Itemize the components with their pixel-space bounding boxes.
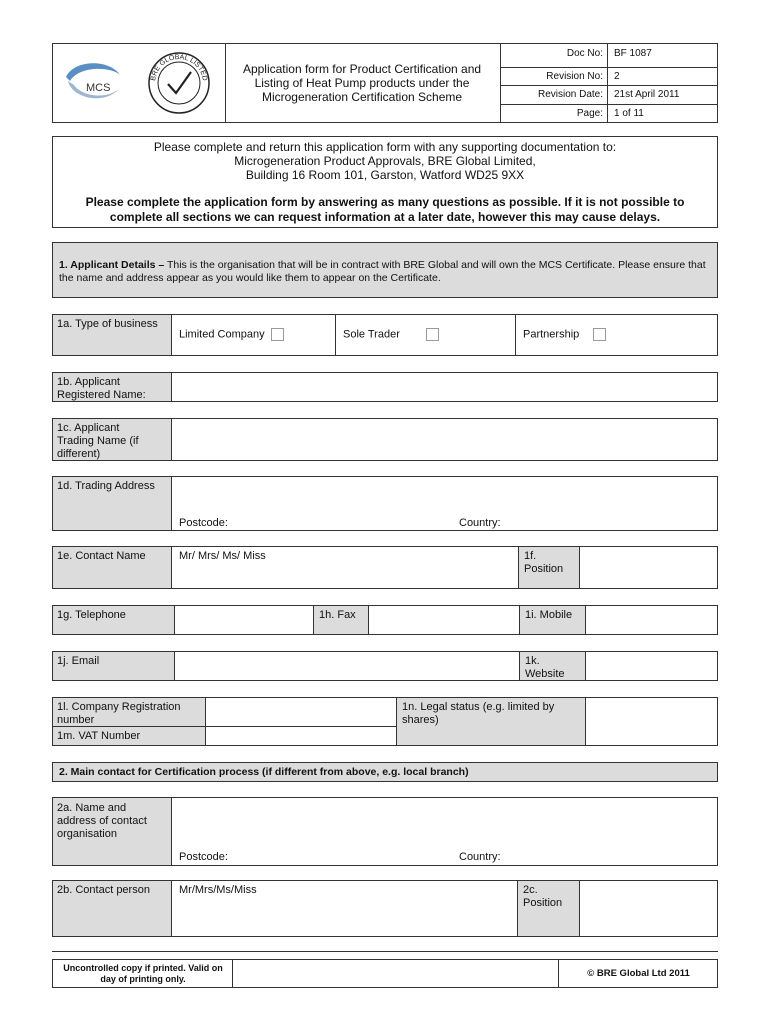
trading-address-field[interactable] — [173, 477, 717, 515]
contact-person-label: 2b. Contact person — [57, 884, 150, 896]
company-registration-label: 1l. Company Registration number — [57, 701, 181, 726]
contact-organisation-label: 2a. Name and address of contact organisation — [57, 802, 147, 840]
bre-global-seal-icon — [146, 50, 212, 116]
section-2-position-label: 2c. Position — [523, 884, 563, 909]
mcs-logo — [60, 55, 130, 115]
intro-line-2: Microgeneration Product Approvals, BRE Global Limited, — [234, 154, 536, 168]
website-field[interactable] — [587, 652, 717, 680]
limited-company-label: Limited Company — [179, 328, 265, 341]
legal-status-field[interactable] — [587, 698, 717, 745]
revision-date-value: 21st April 2011 — [614, 89, 680, 100]
intro-line-3: Building 16 Room 101, Garston, Watford WD25 9XX — [245, 168, 525, 182]
postcode-label: Postcode: — [179, 517, 228, 529]
vat-number-label: 1m. VAT Number — [57, 730, 141, 742]
contact-person-field[interactable]: Mr/Mrs/Ms/Miss — [179, 884, 257, 896]
telephone-field[interactable] — [176, 606, 312, 634]
mcs-logo-text: MCS — [86, 82, 111, 94]
section-2-country-label: Country: — [459, 851, 501, 863]
revision-no-label: Revision No: — [546, 71, 603, 82]
page-label: Page: — [576, 108, 603, 119]
doc-no-label: Doc No: — [566, 48, 603, 59]
revision-no-value: 2 — [614, 71, 620, 82]
section-1-title: 1. Applicant Details – — [59, 259, 165, 271]
contact-organisation-field[interactable] — [173, 798, 717, 848]
section-1-heading — [52, 242, 718, 298]
limited-company-option[interactable] — [179, 328, 284, 341]
doc-no-value: BF 1087 — [614, 48, 652, 59]
bre-seal-text: BRE GLOBAL LISTED — [150, 53, 208, 82]
section-2-postcode-label: Postcode: — [179, 851, 228, 863]
fax-label: 1h. Fax — [319, 609, 356, 621]
sole-trader-option[interactable] — [343, 328, 439, 341]
contact-name-field[interactable]: Mr/ Mrs/ Ms/ Miss — [179, 550, 266, 562]
intro-line-1: Please complete and return this application form with any supporting documentation to: — [153, 140, 617, 154]
section-1-description: This is the organisation that will be in contract with BRE Global and will own the MCS Certificate. Please ensure that the name and address appear as you would like them to appear on the Certificate. — [59, 259, 706, 284]
mobile-label: 1i. Mobile — [525, 609, 573, 621]
partnership-option[interactable] — [523, 328, 606, 341]
trading-name-field[interactable] — [173, 419, 717, 460]
revision-date-label: Revision Date: — [537, 89, 603, 100]
fax-field[interactable] — [370, 606, 518, 634]
limited-company-checkbox[interactable] — [271, 328, 284, 341]
email-label: 1j. Email — [57, 655, 100, 667]
type-of-business-label: 1a. Type of business — [57, 318, 158, 330]
email-field[interactable] — [176, 652, 518, 680]
sole-trader-label: Sole Trader — [343, 328, 400, 341]
telephone-label: 1g. Telephone — [57, 609, 126, 621]
country-label: Country: — [459, 517, 501, 529]
legal-status-label: 1n. Legal status (e.g. limited by shares) — [402, 701, 555, 726]
footer-copyright: © BRE Global Ltd 2011 — [587, 968, 690, 979]
page-value: 1 of 11 — [614, 108, 644, 119]
partnership-label: Partnership — [523, 328, 580, 341]
trading-name-label: 1c. Applicant Trading Name (if different) — [57, 422, 139, 460]
registered-name-field[interactable] — [173, 373, 717, 401]
sole-trader-checkbox[interactable] — [426, 328, 439, 341]
document-title: Application form for Product Certification and Listing of Heat Pump products under the Microgeneration Certification Scheme — [242, 62, 482, 104]
registered-name-label: 1b. Applicant Registered Name: — [57, 376, 146, 401]
section-2-position-field[interactable] — [581, 881, 717, 936]
trading-address-label: 1d. Trading Address — [57, 480, 155, 492]
website-label: 1k. Website — [525, 655, 565, 680]
company-registration-field[interactable] — [207, 698, 395, 726]
footer-disclaimer: Uncontrolled copy if printed. Valid on day of printing only. — [63, 963, 223, 984]
contact-name-label: 1e. Contact Name — [57, 550, 146, 562]
section-2-heading: 2. Main contact for Certification process (if different from above, e.g. local branch) — [52, 762, 718, 782]
position-field[interactable] — [581, 547, 717, 588]
mobile-field[interactable] — [587, 606, 717, 634]
intro-instructions: Please complete the application form by answering as many questions as possible. If it is not possible to complete all sections we can request information at a later date, however this may cause delays. — [85, 195, 685, 224]
vat-number-field[interactable] — [207, 727, 395, 745]
partnership-checkbox[interactable] — [593, 328, 606, 341]
footer-divider — [52, 951, 718, 952]
position-label: 1f. Position — [524, 550, 564, 575]
